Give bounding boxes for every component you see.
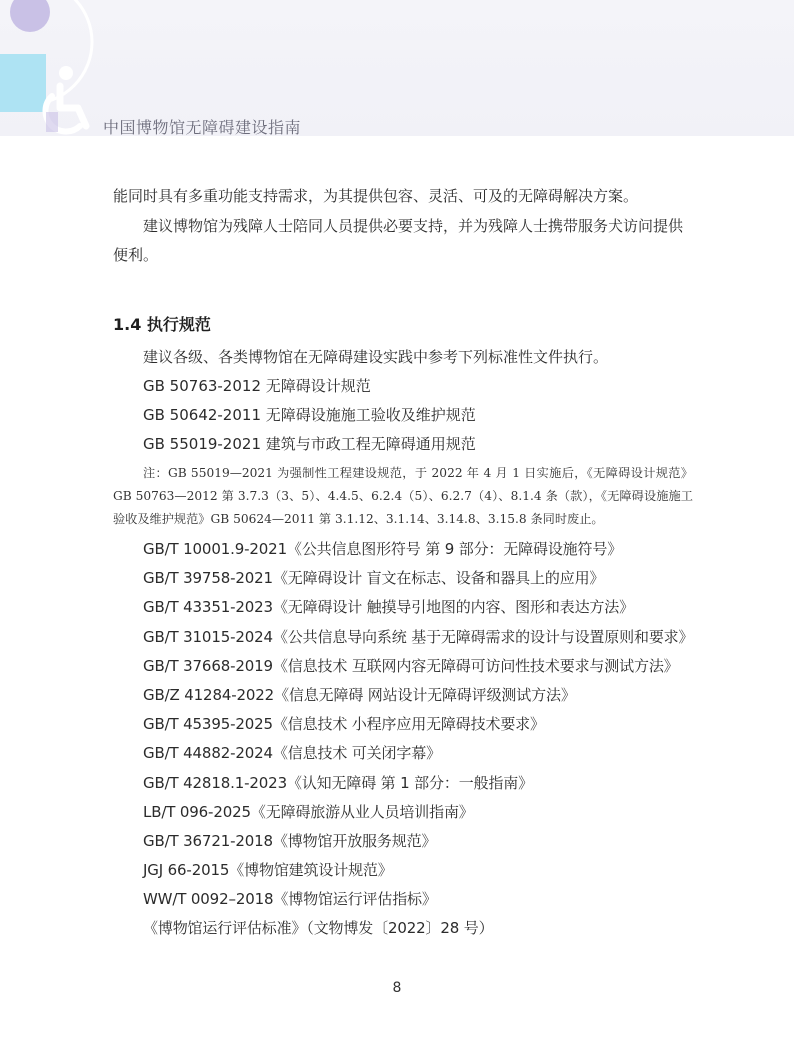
footnote-abolished-clauses: 注：GB 55019—2021 为强制性工程建设规范，于 2022 年 4 月 1 日实施后，《无障碍设计规范》GB 50763—2012 第 3.7.3（3、5）、4.4.5、6.2.4（5）、6.2.7（4）、8.1.4 条（款），《无障碍设施施工验收及维护规范》GB 50624—2011 第 3.1.12、3.1.14、3.14.8、3.15.8 条同时废止。 xyxy=(113,466,693,526)
list-item: GB 55019-2021 建筑与市政工程无障碍通用规范 xyxy=(143,435,476,453)
page-number: 8 xyxy=(392,980,402,996)
document-header-title: 中国博物馆无障碍建设指南 xyxy=(103,118,302,137)
list-item: GB/T 37668-2019《信息技术 互联网内容无障碍可访问性技术要求与测试方法》 xyxy=(143,656,679,675)
paragraph-continued: 能同时具有多重功能支持需求，为其提供包容、灵活、可及的无障碍解决方案。 xyxy=(113,187,639,205)
standards-list-bottom xyxy=(143,535,723,944)
list-item: GB/T 36721-2018《博物馆开放服务规范》 xyxy=(143,831,437,850)
section-intro: 建议各级、各类博物馆在无障碍建设实践中参考下列标准性文件执行。 xyxy=(143,348,609,366)
list-item: GB/T 39758-2021《无障碍设计 盲文在标志、设备和器具上的应用》 xyxy=(143,569,605,588)
list-item: GB 50763-2012 无障碍设计规范 xyxy=(143,377,371,395)
list-item: GB/T 44882-2024《信息技术 可关闭字幕》 xyxy=(143,744,441,763)
list-item: WW/T 0092–2018《博物馆运行评估指标》 xyxy=(143,890,437,909)
accessibility-logo-icon xyxy=(0,0,110,136)
list-item: GB/T 42818.1-2023《认知无障碍 第 1 部分：一般指南》 xyxy=(143,773,533,792)
list-item: GB/T 31015-2024《公共信息导向系统 基于无障碍需求的设计与设置原则和要求》 xyxy=(143,627,694,646)
list-item: GB 50642-2011 无障碍设施施工验收及维护规范 xyxy=(143,406,476,424)
standards-list-top xyxy=(143,343,703,459)
paragraph-companion-support: 建议博物馆为残障人士陪同人员提供必要支持，并为残障人士携带服务犬访问提供便利。 xyxy=(113,217,684,264)
section-heading: 1.4 执行规范 xyxy=(113,315,211,334)
list-item: GB/T 10001.9-2021《公共信息图形符号 第 9 部分：无障碍设施符号》 xyxy=(143,540,623,558)
list-item: GB/T 43351-2023《无障碍设计 触摸导引地图的内容、图形和表达方法》 xyxy=(143,598,634,617)
list-item: LB/T 096-2025《无障碍旅游从业人员培训指南》 xyxy=(143,802,474,821)
list-item: JGJ 66-2015《博物馆建筑设计规范》 xyxy=(143,861,393,880)
list-item: 《博物馆运行评估标准》（文物博发〔2022〕28 号） xyxy=(143,919,494,938)
list-item: GB/T 45395-2025《信息技术 小程序应用无障碍技术要求》 xyxy=(143,715,545,734)
list-item: GB/Z 41284-2022《信息无障碍 网站设计无障碍评级测试方法》 xyxy=(143,685,576,704)
